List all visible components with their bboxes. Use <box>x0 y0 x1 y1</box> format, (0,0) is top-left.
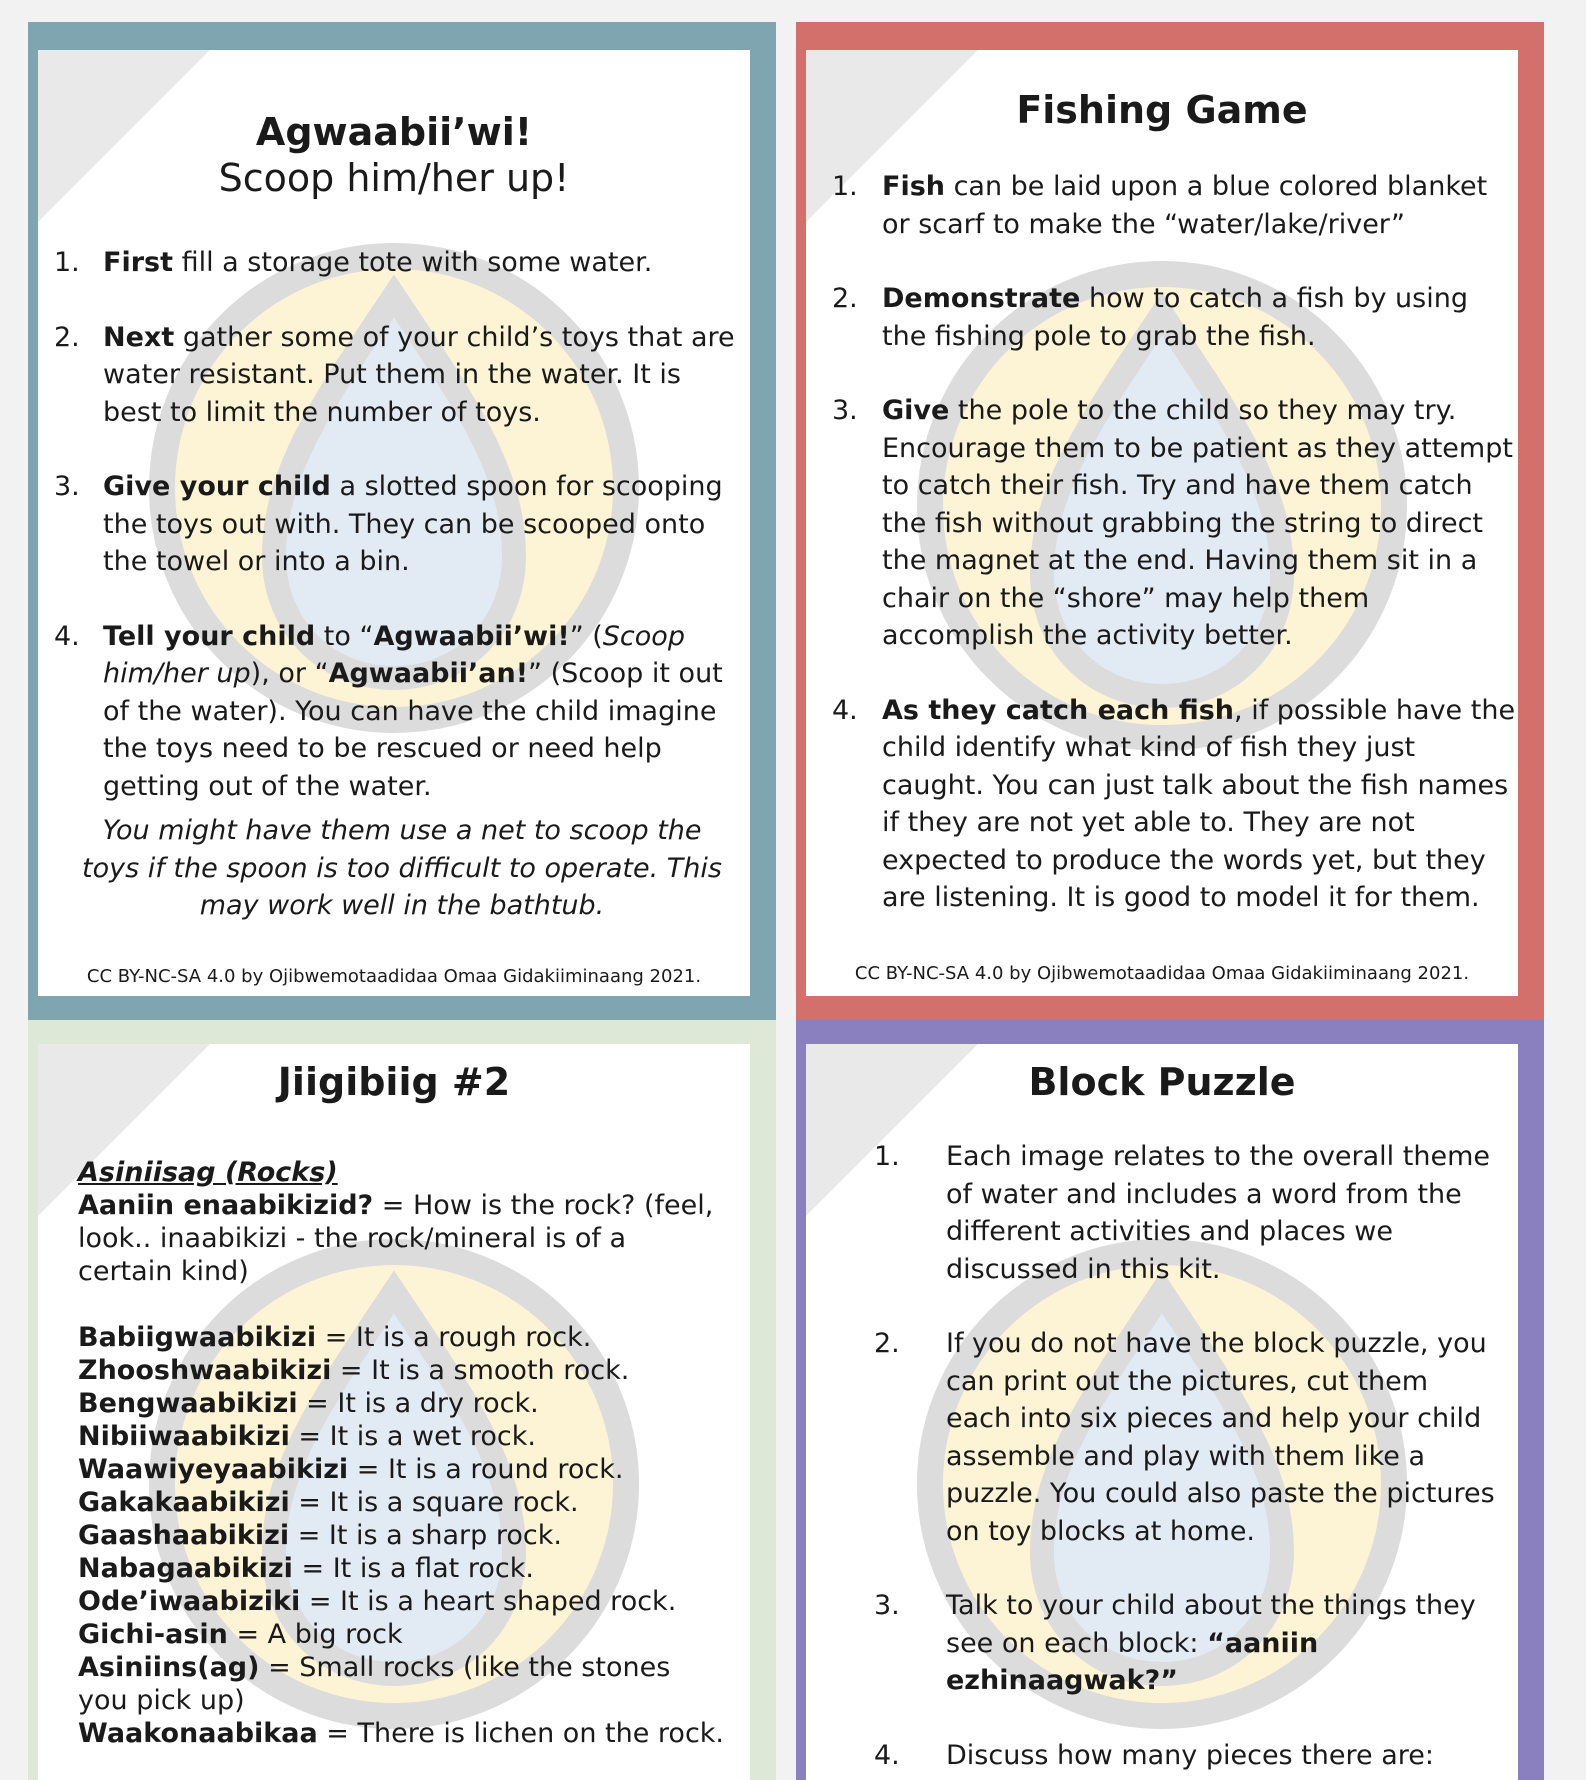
step-item <box>832 280 1518 355</box>
step-text: ” (Scoop it out of the water). You can have the child imagine the toys need to be rescued or need help getting out of the water. <box>103 658 723 802</box>
card-block-puzzle <box>796 1020 1544 1780</box>
step-text: If you do not have the block puzzle, you can print out the pictures, cut them each into six pieces and help your child assemble and play with them like a puzzle. You could also paste the pictures on toy blocks at home. <box>946 1328 1495 1547</box>
vocab-term: Bengwaabikizi <box>78 1388 298 1419</box>
step-text: a slotted spoon for scooping the toys out with. They can be scooped onto the towel or into a bin. <box>103 471 723 577</box>
step-item <box>874 1737 1496 1775</box>
card-content <box>38 50 750 996</box>
card-panel <box>38 50 750 996</box>
step-number: 4. <box>874 1739 900 1771</box>
step-text: Talk to your child about the things they see on each block: <box>946 1590 1476 1659</box>
vocab-row <box>78 1519 728 1552</box>
vocab-row <box>78 1618 728 1651</box>
step-lead: Fish <box>882 171 945 202</box>
step-number: 2. <box>874 1328 900 1359</box>
step-number: 2. <box>832 283 858 314</box>
card-jiigibiig <box>28 1020 776 1780</box>
step-number: 1. <box>832 171 858 202</box>
vocab-definition: = It is a square rock. <box>289 1487 579 1518</box>
vocab-term: Gakakaabikizi <box>78 1487 290 1518</box>
card-content <box>806 50 1518 996</box>
step-lead: As they catch each fish <box>882 694 1235 726</box>
step-number: 2. <box>54 321 80 353</box>
vocab-term: Nabagaabikizi <box>78 1553 293 1584</box>
license-footer: CC BY-NC-SA 4.0 by Ojibwemotaadidaa Omaa Gidakiiminaang 2021. <box>854 963 1470 984</box>
vocab-term: Gaashaabikizi <box>78 1520 290 1551</box>
card-panel <box>806 50 1518 996</box>
vocab-row <box>78 1717 728 1750</box>
ojibwe-phrase: “aaniin ezhinaagwak?” <box>946 1627 1319 1696</box>
vocab-term: Waakonaabikaa <box>78 1718 318 1749</box>
step-text: Each image relates to the overall theme of water and includes a word from the different activities and places we discussed in this kit. <box>946 1141 1490 1285</box>
card-panel <box>806 1044 1518 1780</box>
vocab-definition: = It is a wet rock. <box>289 1421 536 1452</box>
vocab-definition: = It is a dry rock. <box>297 1388 539 1419</box>
step-text: the pole to the child so they may try. Encourage them to be patient as they attempt to catch their fish. Try and have them catch the fish without grabbing the string to direct the magnet at the end. Having them sit in a chair on the “shore” may help them accomplish the activity better. <box>882 395 1513 651</box>
step-text: ” ( <box>569 620 603 652</box>
step-number: 4. <box>832 694 858 726</box>
ojibwe-phrase: Agwaabii’an! <box>328 658 529 689</box>
card-subtitle: Scoop him/her up! <box>218 156 570 200</box>
step-item <box>874 1325 1496 1550</box>
vocabulary-list <box>78 1156 728 1750</box>
vocab-row <box>78 1585 728 1618</box>
vocab-definition: = A big rock <box>227 1619 403 1650</box>
vocab-definition: = It is a flat rock. <box>292 1553 534 1584</box>
vocab-heading: Asiniisag (Rocks) <box>78 1157 338 1188</box>
step-number: 1. <box>54 247 80 278</box>
card-panel <box>38 1044 750 1780</box>
step-item <box>54 468 744 581</box>
vocab-term: Aaniin enaabikizid? <box>78 1190 374 1221</box>
step-text: fill a storage tote with some water. <box>173 247 653 278</box>
vocab-definition: = It is a smooth rock. <box>331 1355 630 1386</box>
step-number: 3. <box>54 471 80 502</box>
vocab-intro <box>78 1189 728 1288</box>
vocab-definition: = It is a rough rock. <box>316 1322 592 1353</box>
step-item <box>54 319 744 432</box>
vocab-term: Waawiyeyaabikizi <box>78 1454 349 1485</box>
vocab-definition: = There is lichen on the rock. <box>317 1718 725 1749</box>
vocab-row <box>78 1354 728 1387</box>
tip-note: You might have them use a net to scoop the toys if the spoon is too difficult to operate. This may work well in the bathtub. <box>82 815 722 921</box>
vocab-row <box>78 1486 728 1519</box>
vocab-term: Ode’iwaabiziki <box>78 1586 301 1617</box>
step-number: 3. <box>832 395 858 426</box>
step-text: to “ <box>315 620 374 652</box>
step-text: how to catch a fish by using the fishing pole to grab the fish. <box>882 283 1468 352</box>
vocab-definition: = Small rocks (like the stones you pick up) <box>78 1652 671 1716</box>
vocab-definition: = It is a round rock. <box>348 1454 624 1485</box>
step-number: 3. <box>874 1590 900 1621</box>
step-lead: Give your child <box>103 471 331 502</box>
vocab-term: Nibiiwaabikizi <box>78 1421 290 1452</box>
vocab-term: Asiniins(ag) <box>78 1652 260 1683</box>
step-item <box>832 392 1518 655</box>
vocab-row <box>78 1552 728 1585</box>
step-text: Discuss how many pieces there are: <box>946 1739 1434 1771</box>
vocab-row <box>78 1651 728 1717</box>
step-text: ), or “ <box>250 658 329 689</box>
step-lead: Next <box>103 321 175 353</box>
card-content <box>38 1044 750 1780</box>
step-item <box>54 244 744 282</box>
step-text: gather some of your child’s toys that are water resistant. Put them in the water. It is best to limit the number of toys. <box>103 321 735 428</box>
vocab-definition: = It is a heart shaped rock. <box>300 1586 677 1617</box>
steps-list <box>874 1138 1496 1780</box>
step-item <box>874 1587 1496 1700</box>
license-footer: CC BY-NC-SA 4.0 by Ojibwemotaadidaa Omaa Gidakiiminaang 2021. <box>86 966 702 987</box>
vocab-definition: = It is a sharp rock. <box>289 1520 562 1551</box>
steps-list <box>832 168 1518 954</box>
step-text: can be laid upon a blue colored blanket or scarf to make the “water/lake/river” <box>882 171 1488 240</box>
translation: Scoop him/her up <box>103 620 685 689</box>
step-item <box>832 168 1518 243</box>
step-number: 4. <box>54 620 80 652</box>
vocab-row <box>78 1453 728 1486</box>
step-lead: Give <box>882 395 950 426</box>
vocab-term: Gichi-asin <box>78 1619 228 1650</box>
step-lead: Demonstrate <box>882 283 1081 314</box>
step-lead: Tell your child <box>103 620 316 652</box>
step-lead: First <box>103 247 173 278</box>
vocab-term: Zhooshwaabikizi <box>78 1355 332 1386</box>
step-text: , if possible have the child identify what kind of fish they just caught. You can just talk about the fish names if they are not yet able to. They are not expected to produce the words yet, but they are listening. It is good to model it for them. <box>882 694 1516 913</box>
steps-list <box>54 244 744 842</box>
card-title: Jiigibiig #2 <box>277 1060 511 1104</box>
card-title: Agwaabii’wi! <box>255 110 533 154</box>
card-agwaabiiwi <box>28 22 776 1020</box>
ojibwe-phrase: Agwaabii’wi! <box>373 620 570 652</box>
card-title: Fishing Game <box>1016 88 1308 132</box>
vocab-term: Babiigwaabikizi <box>78 1322 317 1353</box>
vocab-definition: = How is the rock? (feel, look.. inaabikizi - the rock/mineral is of a certain kind) <box>78 1190 714 1287</box>
vocab-row <box>78 1321 728 1354</box>
card-title: Block Puzzle <box>1028 1060 1296 1104</box>
vocab-row <box>78 1420 728 1453</box>
step-number: 1. <box>874 1141 900 1172</box>
step-item <box>874 1138 1496 1288</box>
step-item <box>54 618 744 806</box>
card-content <box>806 1044 1518 1780</box>
step-item <box>832 692 1518 917</box>
vocab-row <box>78 1387 728 1420</box>
card-fishing-game <box>796 22 1544 1020</box>
